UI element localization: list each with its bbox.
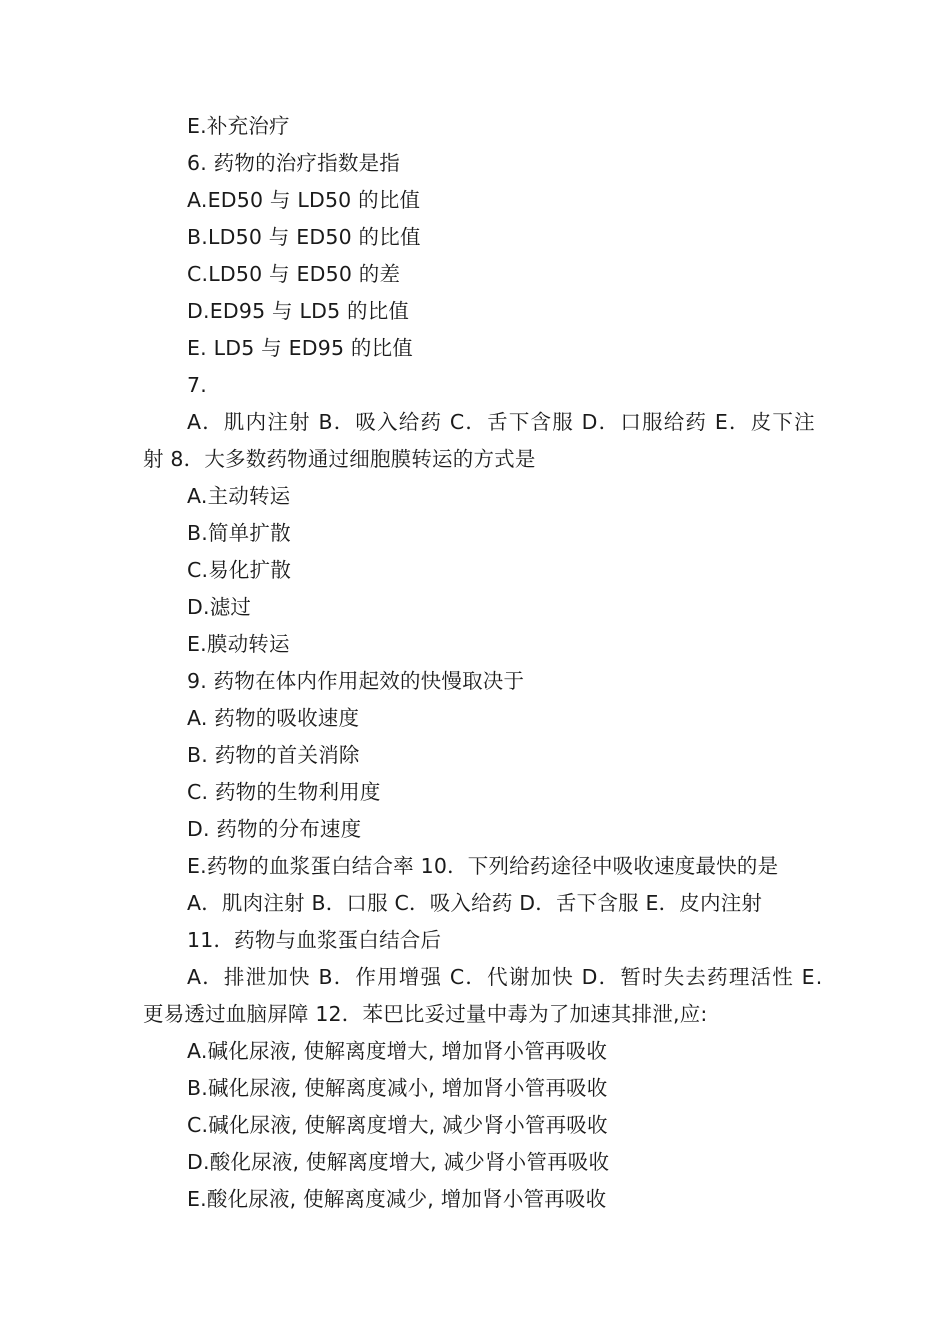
question-9: 9. 药物在体内作用起效的快慢取决于 [187,669,525,693]
option-9a: A. 药物的吸收速度 [187,706,360,730]
option-9c: C. 药物的生物利用度 [187,780,381,804]
option-12b: B.碱化尿液, 使解离度减小, 增加肾小管再吸收 [187,1076,608,1100]
option-6b: B.LD50 与 ED50 的比值 [187,225,421,249]
option-11e-question-12: 更易透过血脑屏障 12．苯巴比妥过量中毒为了加速其排泄,应: [143,1002,708,1026]
option-9b: B. 药物的首关消除 [187,743,360,767]
option-6c: C.LD50 与 ED50 的差 [187,262,401,286]
options-11: A．排泄加快 B．作用增强 C．代谢加快 D．暂时失去药理活性 E. [187,965,824,989]
option-12c: C.碱化尿液, 使解离度增大, 减少肾小管再吸收 [187,1113,608,1137]
options-7: A．肌内注射 B．吸入给药 C．舌下含服 D．口服给药 E．皮下注 [187,410,816,434]
options-10: A．肌肉注射 B．口服 C．吸入给药 D．舌下含服 E．皮内注射 [187,891,763,915]
option-6e: E. LD5 与 ED95 的比值 [187,336,414,360]
question-6: 6. 药物的治疗指数是指 [187,151,400,175]
option-8d: D.滤过 [187,595,252,619]
question-7: 7. [187,373,207,397]
option-6a: A.ED50 与 LD50 的比值 [187,188,421,212]
option-12a: A.碱化尿液, 使解离度增大, 增加肾小管再吸收 [187,1039,608,1063]
option-9d: D. 药物的分布速度 [187,817,362,841]
option-6d: D.ED95 与 LD5 的比值 [187,299,410,323]
option-8a: A.主动转运 [187,484,291,508]
option-8c: C.易化扩散 [187,558,292,582]
option-8b: B.简单扩散 [187,521,291,545]
question-8: 射 8．大多数药物通过细胞膜转运的方式是 [143,447,536,471]
document-page [0,108,950,1218]
option-12d: D.酸化尿液, 使解离度增大, 减少肾小管再吸收 [187,1150,610,1174]
option-12e: E.酸化尿液, 使解离度减少, 增加肾小管再吸收 [187,1187,607,1211]
option-5e: E.补充治疗 [187,114,290,138]
question-11: 11．药物与血浆蛋白结合后 [187,928,442,952]
option-9e-question-10: E.药物的血浆蛋白结合率 10．下列给药途径中吸收速度最快的是 [187,854,779,878]
option-8e: E.膜动转运 [187,632,290,656]
